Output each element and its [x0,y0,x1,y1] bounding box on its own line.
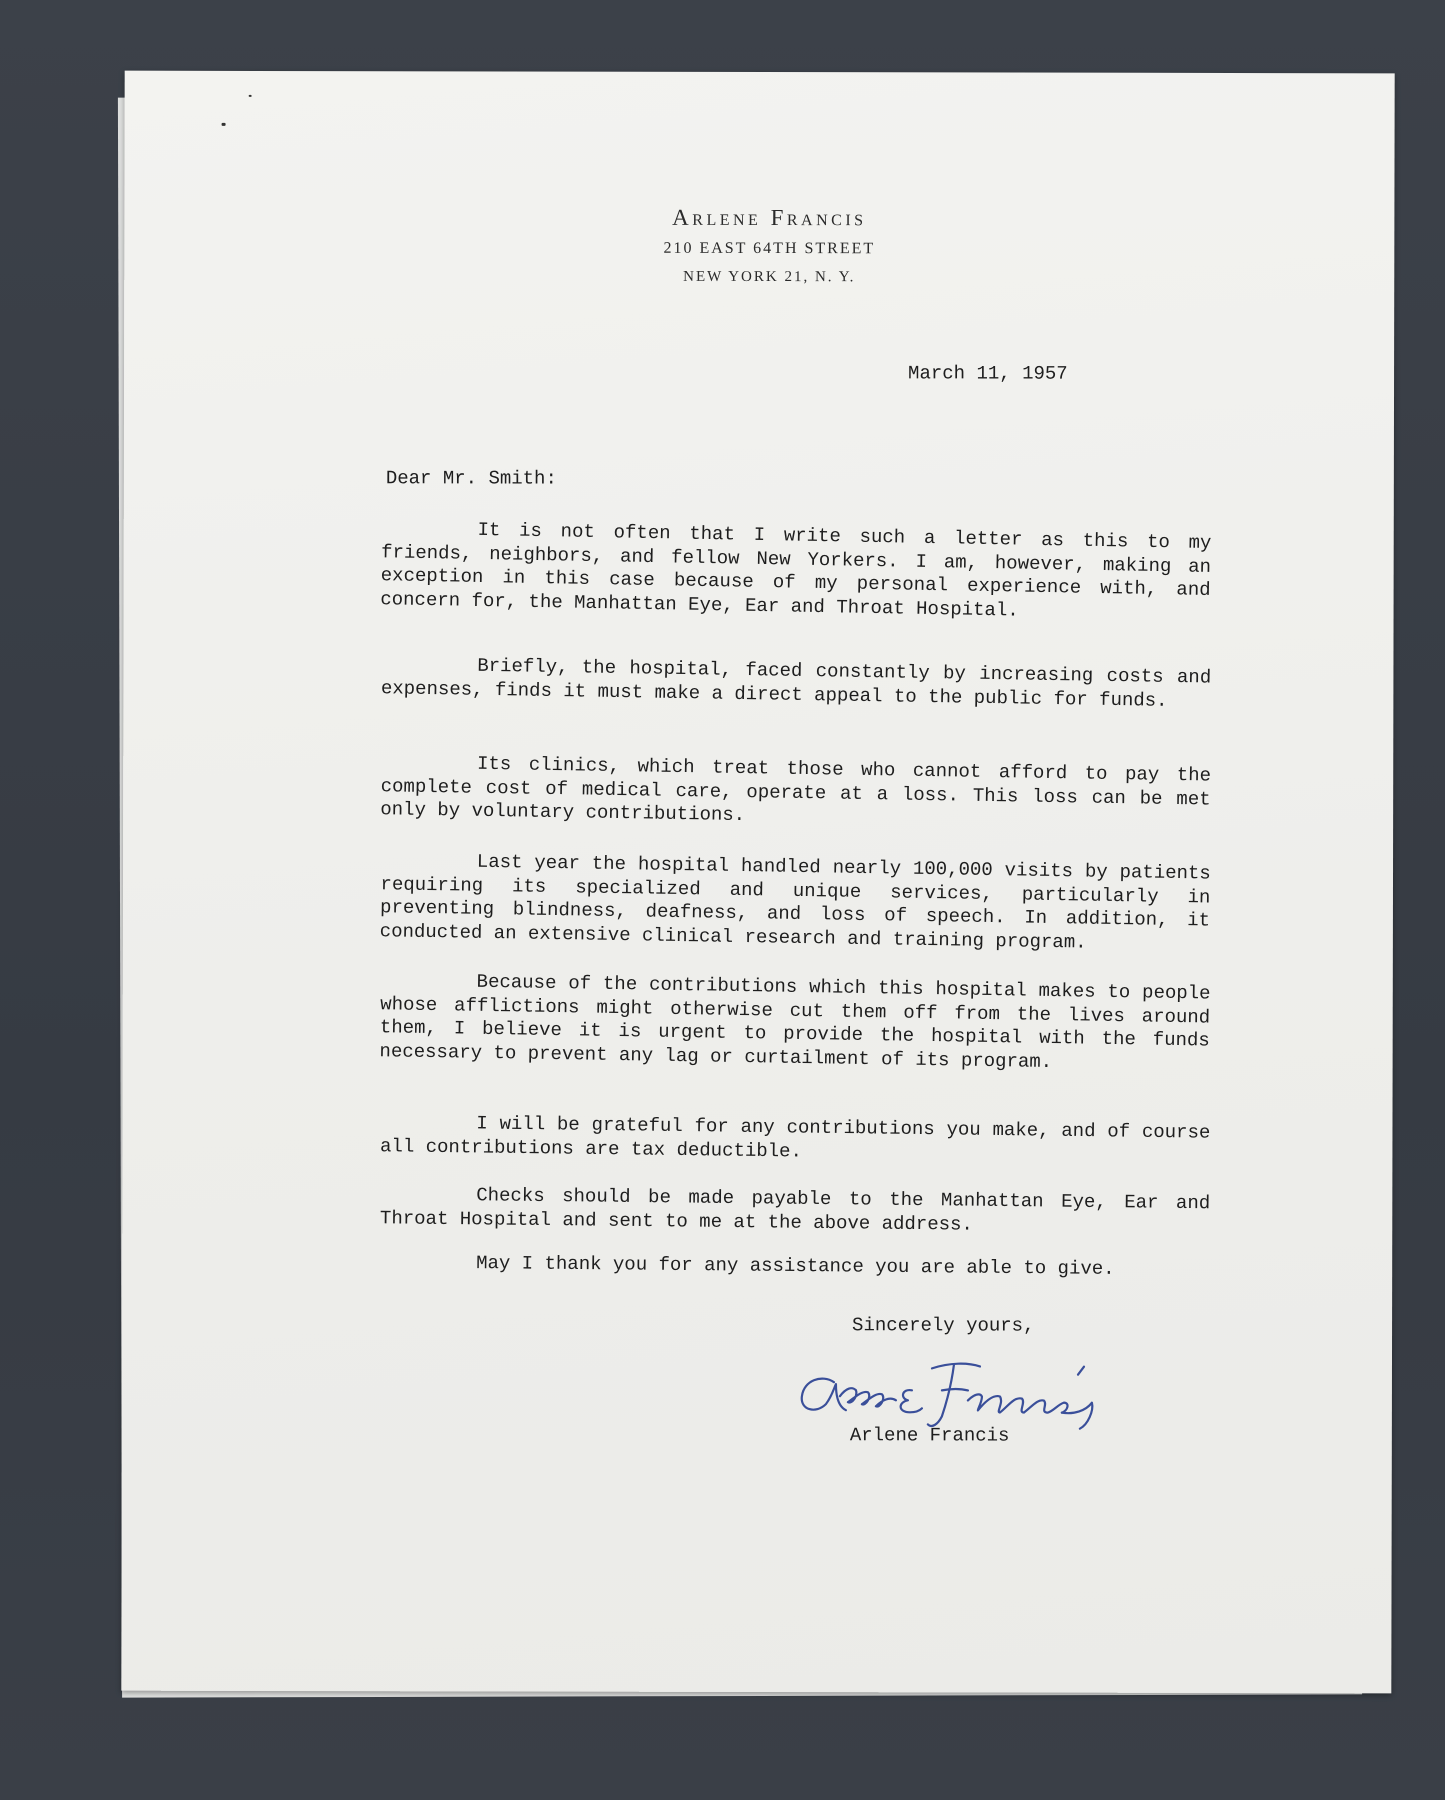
letterhead-city: NEW YORK 21, N. Y. [683,268,856,286]
letterhead-name: Arlene Francis [672,204,867,231]
body-paragraph: Because of the contributions which this hospital makes to people whose afflictions might otherwise cut them off from the lives around them, I believe it is urgent to provide the hospital with the funds necessary to prevent any lag or curtailment of its program. [379,970,1211,1073]
paper-speck [222,123,226,126]
signer-name: Arlene Francis [849,1424,1010,1447]
body-paragraph: Briefly, the hospital, faced constantly by increasing costs and expenses, finds it must make a direct appeal to the public for funds. [380,654,1212,712]
salutation: Dear Mr. Smith: [385,467,557,490]
paper-speck [249,95,252,97]
body-paragraph: Checks should be made payable to the Manhattan Eye, Ear and Throat Hospital and sent to me at the above address. [379,1184,1211,1236]
letterhead-street: 210 EAST 64TH STREET [663,239,876,258]
letter-date: March 11, 1957 [908,362,1068,385]
body-paragraph: It is not often that I write such a letter as this to my friends, neighbors, and fellow New Yorkers. I am, however, making an exception in this case because of my personal experience with, and concern for, the Manhattan Eye, Ear and Throat Hospital. [380,518,1212,622]
body-paragraph: I will be grateful for any contributions you make, and of course all contributions are tax deductible. [379,1112,1211,1163]
body-paragraph: May I thank you for any assistance you are able to give. [476,1252,1115,1280]
body-paragraph: Last year the hospital handled nearly 100,000 visits by patients requiring its specialized and unique services, particularly in preventing blindness, deafness, and loss of speech. In addition, it conducted an extensive clinical research and training program. [379,850,1211,954]
letter-page [121,71,1394,1694]
body-paragraph: Its clinics, which treat those who cannot afford to pay the complete cost of medical care, operate at a loss. This loss can be met only by voluntary contributions. [380,752,1212,827]
closing: Sincerely yours, [852,1314,1035,1337]
